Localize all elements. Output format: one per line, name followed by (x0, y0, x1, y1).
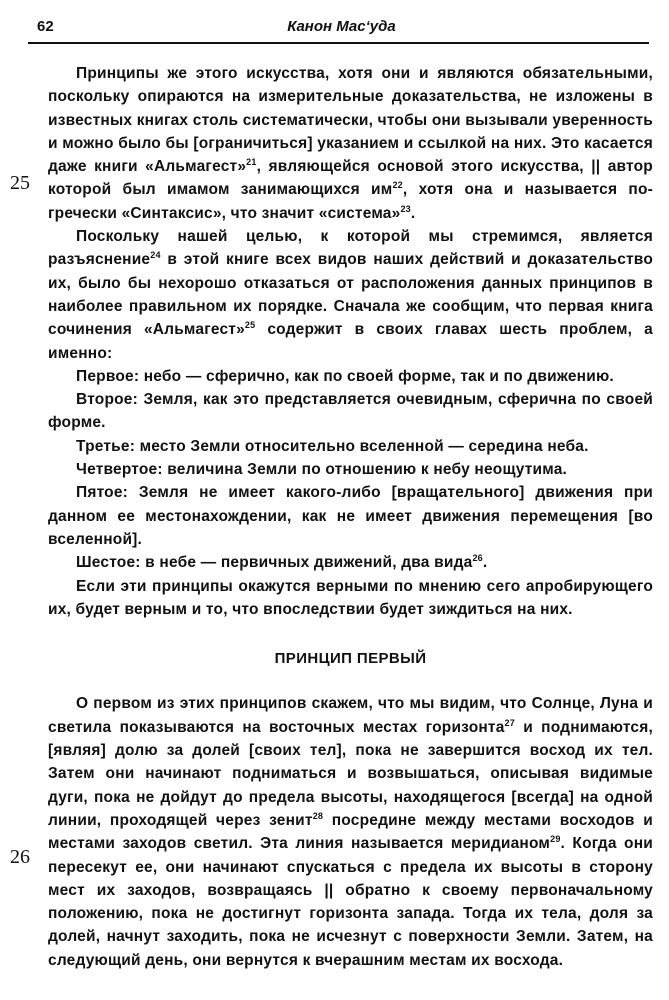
page-number: 62 (37, 18, 54, 35)
problem-item: Пятое: Земля не имеет какого-либо [вращательного] движения при данном ее местонахождении, как не имеет движения перемещения [во вселенной]. (48, 484, 653, 548)
running-title: Канон Мас‘уда (287, 18, 396, 35)
page-header (32, 18, 651, 42)
section-title: ПРИНЦИП ПЕРВЫЙ (274, 650, 427, 668)
footnote-ref: 28 (312, 810, 324, 821)
body-text (48, 62, 653, 972)
footnote-ref: 25 (244, 320, 256, 331)
problem-item: Второе: Земля, как это представляется очевидным, сферична по своей форме. (48, 391, 653, 432)
problem-item: Четвертое: величина Земли по отношению к небу неощутима. (76, 461, 568, 479)
paragraph: Если эти принципы окажутся верными по мнению сего апробирующего их, будет верным и то, что впоследствии будет зиждиться на них. (48, 577, 653, 618)
paragraph: Принципы же этого искусства, хотя они и являются обязательными, поскольку опираются на измерительные доказательства, не изложены в известных книгах столь систематически, чтобы они вызывали уверенность и можно было бы [ограничиться] указанием и ссылкой на них. Это касается даже книги «Альмагест»$^{21}$, являющейся основой этого искусства, || автор которой был имамом занимающихся им$^{22}$, хотя она и называется по-гречески «Синтаксис», что значит «система»$^{23}$. (48, 65, 654, 222)
paragraph: Поскольку нашей целью, к которой мы стремимся, является разъяснение$^{24}$ в этой книге всех видов наших действий и доказательство их, было бы нехорошо отказаться от расположения данных принципов в наиболее правильном их порядке. Сначала же сообщим, что первая книга сочинения «Альмагест»$^{25}$ содержит в своих главах шесть проблем, а именно: (48, 228, 653, 362)
footnote-ref: 22 (392, 180, 403, 191)
problem-item: Шестое: в небе — первичных движений, два вида$^{26}$. (76, 553, 488, 572)
footnote-ref: 21 (246, 157, 257, 168)
paragraph: О первом из этих принципов скажем, что мы видим, что Солнце, Луна и светила показываются на восточных местах горизонта$^{27}$ и поднимаются, [являя] долю за долей [своих тел], пока не завершится восход их тел. Затем они начинают подниматься и возвышаться, описывая видимые дуги, пока не дойдут до предела высоты, находящегося [всегда] на одной линии, проходящей через зенит$^{28}$ посредине между местами восходов и местами заходов светил. Эта линия называется меридианом$^{29}$. Когда они пересекут ее, они начинают спускаться с предела их высоты в сторону мест их заходов, возвращаясь || обратно к своему первоначальному положению, пока не достигнут горизонта запада. Тогда их тела, доля за долей, начнут заходить, пока не исчезнут с поверхности Земли. Затем, на следующий день, они вернутся к вчерашним местам их восхода. (48, 695, 654, 969)
problem-item: Третье: место Земли относительно вселенной — середина неба. (76, 437, 589, 455)
problem-item: Первое: небо — сферично, как по своей форме, так и по движению. (76, 367, 614, 385)
footnote-ref: 27 (504, 717, 515, 728)
footnote-ref: 24 (150, 250, 161, 261)
margin-number: 26 (10, 846, 30, 868)
problem-list (48, 365, 653, 621)
header-rule (28, 42, 649, 44)
margin-number: 25 (10, 172, 30, 194)
footnote-ref: 23 (400, 203, 411, 214)
footnote-ref: 29 (550, 834, 561, 845)
footnote-ref: 26 (472, 553, 483, 564)
